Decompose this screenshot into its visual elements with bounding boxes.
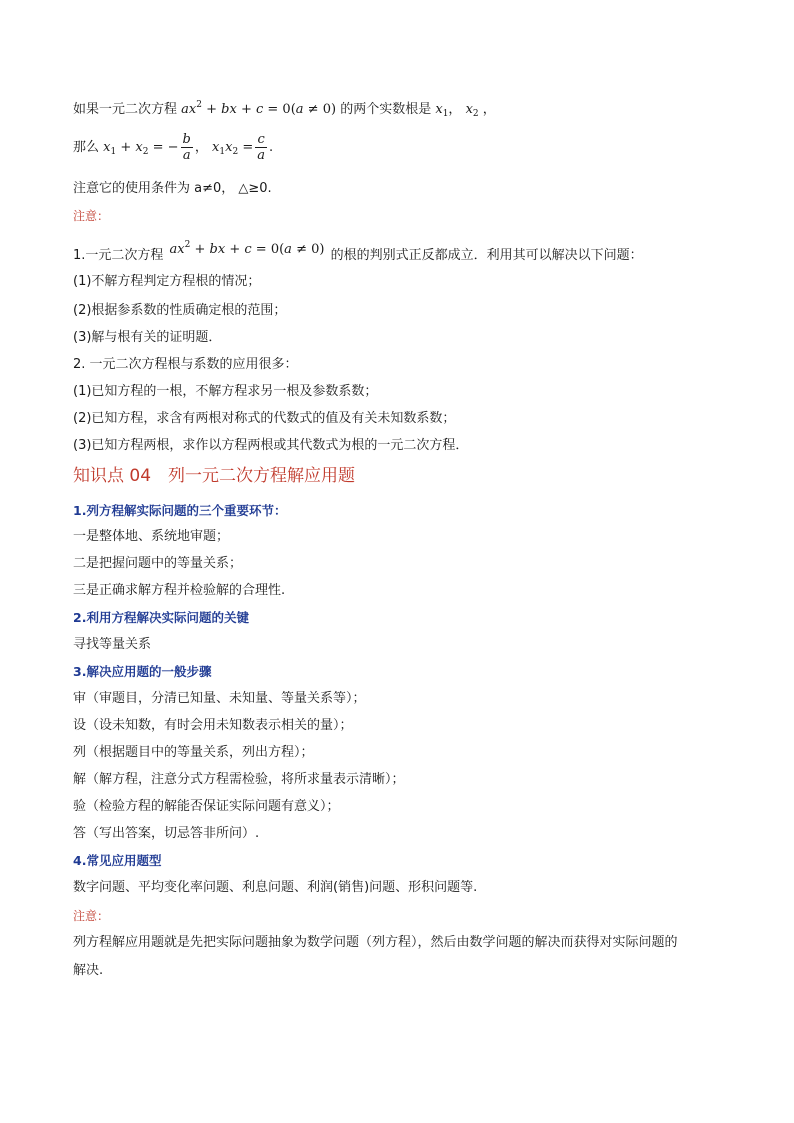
fraction-c-over-a: $\frac{c}{a}$ [257,132,265,163]
text: 那么 [73,140,100,155]
note-label: 注意： [73,909,110,923]
note-subitem: (1)已知方程的一根，不解方程求另一根及参数系数； [73,384,378,399]
fraction-b-over-a: $\frac{b}{a}$ [182,132,191,163]
list-item: 三是正确求解方程并检验解的合理性. [73,583,286,598]
text: 如果一元二次方程 [73,102,178,117]
step-item: 设（设未知数，有时会用未知数表示相关的量）； [73,718,353,733]
text: 1.一元二次方程 [73,248,164,263]
note-item-1 [73,240,643,265]
text: 的两个实数根是 [340,102,432,117]
step-item: 验（检验方程的解能否保证实际问题有意义）； [73,799,340,814]
quadratic-equation: $ax^2$ + bx + c = 0(a ≠ 0) [169,240,325,257]
note-item-2: 2. 一元二次方程根与系数的应用很多： [73,357,298,372]
note-label: 注意： [73,209,110,223]
list-item: 二是把握问题中的等量关系； [73,556,243,571]
text: ， [194,140,208,155]
step-item: 列（根据题目中的等量关系，列出方程）； [73,745,314,760]
note-subitem: (1)不解方程判定方程根的情况； [73,274,261,289]
sum-of-roots: $x_1 + x_2$ = − [103,140,179,157]
quadratic-equation: $ax^2$ + bx + c = 0(a ≠ 0) [181,100,337,117]
text: ， [482,102,496,117]
text: 的根的判别式正反都成立．利用其可以解决以下问题： [330,248,643,263]
note-subitem: (3)解与根有关的证明题． [73,330,222,345]
list-item: 寻找等量关系 [73,637,152,652]
list-item: 数字问题、平均变化率问题、利息问题、利润(销售)问题、形积问题等. [73,880,478,895]
product-of-roots: $x_1x_2$ = [212,140,254,157]
subsection-heading-4: 4.常见应用题型 [73,853,162,868]
text: . [269,140,274,155]
subsection-heading-2: 2.利用方程解决实际问题的关键 [73,610,249,625]
subsection-heading-1: 1.列方程解实际问题的三个重要环节： [73,503,287,518]
subsection-heading-3: 3.解决应用题的一般步骤 [73,664,212,679]
viete-formulas [73,130,273,166]
list-item: 一是整体地、系统地审题； [73,529,230,544]
conclusion-line: 解决. [73,963,104,978]
viete-theorem-statement [73,101,496,119]
note-subitem: (2)已知方程，求含有两根对称式的代数式的值及有关未知数系数； [73,411,456,426]
note-subitem: (3)已知方程两根，求作以方程两根或其代数式为根的一元二次方程． [73,438,469,453]
conclusion-line: 列方程解应用题就是先把实际问题抽象为数学问题（列方程），然后由数学问题的解决而获得对实际问题的 [73,935,678,950]
step-item: 答（写出答案，切忌答非所问）. [73,826,260,841]
note-subitem: (2)根据参系数的性质确定根的范围； [73,303,287,318]
step-item: 审（审题目，分清已知量、未知量、等量关系等）； [73,691,366,706]
section-title: 知识点 04 列一元二次方程解应用题 [73,466,356,486]
roots: $x_1$， $x_2$ [435,102,479,119]
step-item: 解（解方程，注意分式方程需检验，将所求量表示清晰）； [73,772,405,787]
usage-condition: 注意它的使用条件为 a≠0， △≥0. [73,181,272,196]
